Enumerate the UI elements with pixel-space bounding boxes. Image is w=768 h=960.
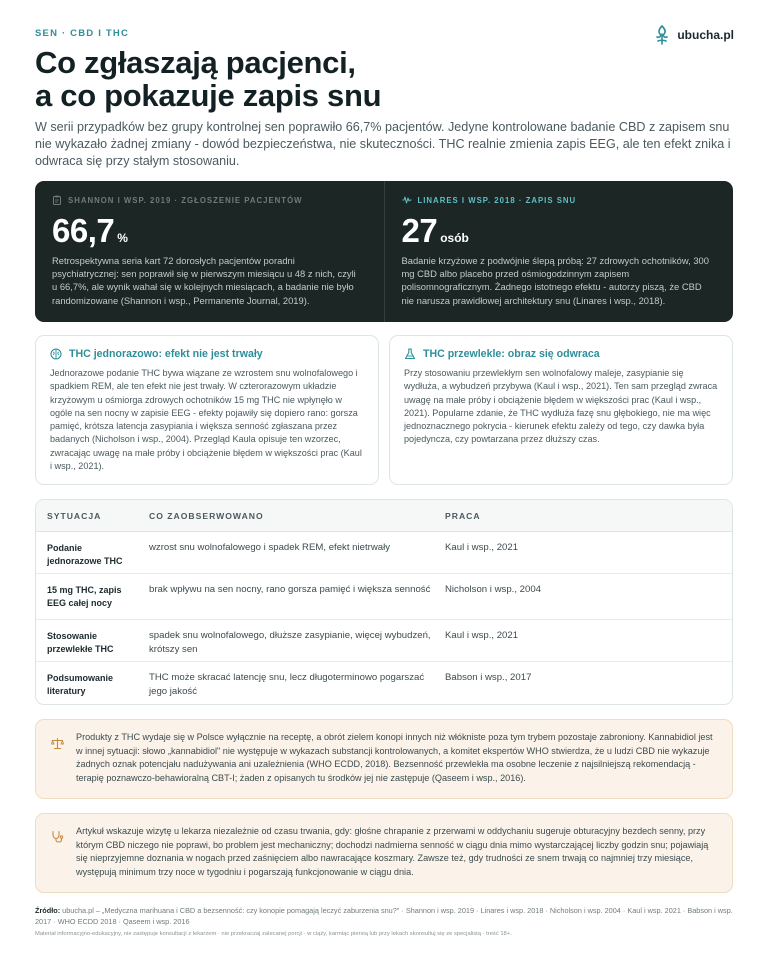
card-thc-chronic-header	[404, 348, 719, 360]
eyebrow-label: SEN · CBD I THC	[35, 28, 129, 39]
brand-icon	[653, 24, 671, 46]
source-label: Źródło:	[35, 906, 61, 915]
stat-linares-text: Badanie krzyżowe z podwójnie ślepą próbą: 27 zdrowych ochotników, 300 mg CBD albo placebo przed ośmiogodzinnym zapisem polisomnograficznym. Żadnego istotnego efektu - autorzy piszą, że CBD nie narusza prawidłowej architektury snu (Linares i wsp., 2018).	[401, 255, 709, 306]
table-row	[36, 662, 732, 705]
card-thc-single-title: THC jednorazowo: efekt nie jest trwały	[69, 348, 263, 360]
stat-linares	[384, 181, 734, 322]
flask-icon	[404, 348, 416, 360]
stat-linares-label: LINARES I WSP. 2018 · ZAPIS SNU	[417, 195, 577, 205]
findings-table	[35, 499, 733, 705]
table-row	[36, 532, 732, 574]
stat-shannon-unit: %	[117, 231, 128, 245]
stat-shannon-text: Retrospektywna seria kart 72 dorosłych pacjentów poradni psychiatrycznej: sen poprawił się w pierwszym miesiącu u 48 z nich, czyli u 66,7%, ale wynik wahał się w kolejnych miesiącach, a badanie nie było randomizowane (Shannon i wsp., Permanente Journal, 2019).	[52, 255, 356, 306]
table-cell-observed: spadek snu wolnofalowego, dłuższe zasypianie, więcej wybudzeń, krótszy sen	[149, 630, 431, 655]
disclaimer: Materiał informacyjno-edukacyjny, nie zastępuje konsultacji z lekarzem · nie przekraczaj zalecanej porcji · w ciąży, karmiąc piersią lub przy lekach skonsultuj się ze specjalistą · treść 18+.	[35, 931, 512, 937]
stat-linares-header	[402, 195, 714, 205]
table-cell-situation: Podsumowanie literatury	[47, 673, 114, 696]
table-cell-observed: THC może skracać latencję snu, lecz długoterminowo pogarszać jego jakość	[149, 672, 425, 697]
page-title	[35, 46, 635, 112]
table-cell-study: Kaul i wsp., 2021	[445, 630, 519, 641]
column-header-study: PRACA	[445, 510, 481, 521]
stat-shannon-header	[52, 195, 364, 205]
table-header	[36, 500, 732, 532]
column-header-observed: CO ZAOBSERWOWANO	[149, 510, 264, 521]
column-header-situation: SYTUACJA	[47, 510, 102, 521]
table-cell-study: Babson i wsp., 2017	[445, 672, 532, 683]
card-thc-single-header	[50, 348, 365, 360]
page-title-line-2: a co pokazuje zapis snu	[35, 78, 382, 113]
table-cell-observed: brak wpływu na sen nocny, rano gorsza pamięć i większa senność	[149, 584, 431, 595]
table-cell-study: Kaul i wsp., 2021	[445, 542, 519, 553]
stat-shannon-label: SHANNON I WSP. 2019 · ZGŁOSZENIE PACJENTÓW	[68, 195, 303, 205]
table-cell-situation: 15 mg THC, zapis EEG całej nocy	[47, 585, 122, 608]
stat-linares-value-row	[402, 212, 714, 250]
stat-shannon-value-row	[52, 212, 364, 250]
stat-shannon	[35, 181, 384, 322]
card-thc-chronic-text: Przy stosowaniu przewlekłym sen wolnofalowy maleje, zasypianie się wydłuża, a wybudzeń przybywa (Kaul i wsp., 2021). Ten sam przegląd zwraca uwagę na małe próby i obciążenie błędem w większości prac (Kaul i wsp., 2021). Popularne zdanie, że THC wydłuża fazę snu głębokiego, nie ma więc jednoznacznego pokrycia - kierunek efektu zależy od tego, czy dawka była pojedyncza, czy powtarzana przez dłuższy czas.	[404, 368, 718, 445]
stat-linares-value: 27	[401, 212, 438, 249]
stethoscope-icon	[51, 830, 64, 843]
brand-name: ubucha.pl	[677, 28, 734, 42]
card-thc-chronic-title: THC przewlekle: obraz się odwraca	[423, 348, 600, 360]
card-thc-chronic	[389, 335, 733, 485]
brain-icon	[50, 348, 62, 360]
stat-linares-unit: osób	[440, 231, 469, 245]
table-cell-situation: Podanie jednorazowe THC	[47, 543, 123, 566]
table-cell-situation: Stosowanie przewlekłe THC	[47, 631, 114, 654]
doctor-note-text: Artykuł wskazuje wizytę u lekarza niezależnie od czasu trwania, gdy: głośne chrapanie z przerwami w oddychaniu sugeruje obturacyjny bezdech senny, przy którym CBD niczego nie poprawi, bo problem jest mechaniczny; dochodzi nadmierna senność w ciągu dnia mimo wystarczającej liczby godzin snu; pojawiają się nieprzyjemne doznania w nogach przed zaśnięciem albo nawracające koszmary. Zawsze też, gdy trudności ze snem trwają co najmniej trzy miesiące, występują minimum trzy noce w tygodniu i pogarszają funkcjonowanie w ciągu dnia.	[76, 826, 709, 877]
card-thc-single-text: Jednorazowe podanie THC bywa wiązane ze wzrostem snu wolnofalowego i spadkiem REM, ale ten efekt nie jest trwały. W czterorazowym układzie krzyżowym u ośmiorga zdrowych ochotników 15 mg THC nie wpłynęło w ogóle na sen nocny w zapisie EEG - efekty pojawiły się dopiero rano: gorsza pamięć, krótsza latencja zasypiania i większa senność zgłaszana przez badanych (Nicholson i wsp., 2004). Przegląd Kaula opisuje ten wzorzec, zwracając uwagę na małe próby i obciążenie błędem w większości prac (Kaul i wsp., 2021).	[50, 368, 362, 472]
brand-logo[interactable]	[653, 24, 734, 46]
page-title-line-1: Co zgłaszają pacjenci,	[35, 45, 356, 80]
source-line	[35, 906, 735, 928]
table-row	[36, 574, 732, 620]
table-row	[36, 620, 732, 662]
scale-icon	[51, 737, 64, 750]
waveform-icon	[402, 195, 412, 205]
legal-note	[35, 719, 733, 799]
doctor-note	[35, 813, 733, 893]
card-thc-single	[35, 335, 379, 485]
stat-shannon-value: 66,7	[52, 212, 115, 249]
table-cell-observed: wzrost snu wolnofalowego i spadek REM, efekt nietrwały	[149, 542, 391, 553]
legal-note-text: Produkty z THC wydaje się w Polsce wyłącznie na receptę, a obrót zielem konopi innych niż włókniste poza tym trybem pozostaje zabroniony. Kannabidiol jest w innej sytuacji: słowo „kannabidiol" nie występuje w wykazach substancji kontrolowanych, a komitet ekspertów WHO stwierdza, że u ludzi CBD nie wykazuje żadnych oznak potencjału nadużywania ani uzależnienia (WHO ECDD, 2018). Bezsenność przewlekła ma osobne leczenie z najsilniejszą rekomendacją - terapię poznawczo-behawioralną CBT-I; żaden z opisanych tu środków jej nie zastępuje (Qaseem i wsp., 2016).	[76, 732, 713, 783]
lede-paragraph: W serii przypadków bez grupy kontrolnej sen poprawiło 66,7% pacjentów. Jedyne kontrolowane badanie CBD z zapisem snu nie wykazało żadnej zmiany - dowód bezpieczeństwa, nie skuteczności. THC realnie zmienia zapis EEG, ale ten efekt znika i odwraca się przy stałym stosowaniu.	[35, 120, 731, 168]
source-text: ubucha.pl – „Medyczna marihuana i CBD a bezsenność: czy konopie pomagają leczyć zaburzenia snu?" · Shannon i wsp. 2019 · Linares i wsp. 2018 · Nicholson i wsp. 2004 · Kaul i wsp. 2021 · Babson i wsp. 2017 · WHO ECDD 2018 · Qaseem i wsp. 2016	[35, 906, 733, 926]
clipboard-icon	[52, 195, 62, 205]
stats-panel	[35, 181, 733, 322]
table-cell-study: Nicholson i wsp., 2004	[445, 584, 541, 595]
